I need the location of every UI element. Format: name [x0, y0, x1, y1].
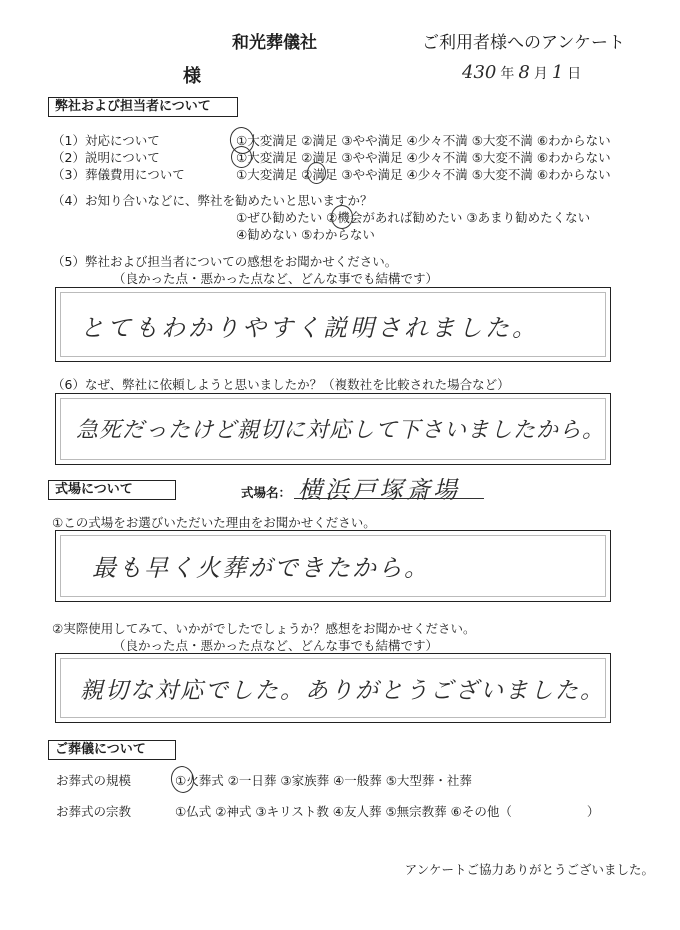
- q2-label: （2）説明について: [52, 150, 160, 165]
- q4-selected-circle: [331, 205, 353, 229]
- q6-answer: 急死だったけど親切に対応して下さいましたから。: [76, 418, 606, 443]
- thank-you-note: アンケートご協力ありがとうございました。: [404, 862, 654, 877]
- q6-label: （6）なぜ、弊社に依頼しようと思いましたか？（複数社を比較された場合など）: [52, 377, 510, 392]
- q5-label: （5）弊社および担当者についての感想をお聞かせください。: [52, 254, 398, 269]
- funeral-religion-options: ①仏式 ②神式 ③キリスト教 ④友人葬 ⑤無宗教葬 ⑥その他（ ）: [175, 804, 600, 819]
- q3-label: （3）葬儀費用について: [52, 167, 185, 182]
- date-month-label: 月: [533, 66, 548, 82]
- venue-q2-subtext: （良かった点・悪かった点など、どんな事でも結構です）: [113, 638, 439, 653]
- section-heading-funeral: ご葬儀について: [48, 740, 176, 760]
- q4-options-line1: ①ぜひ勧めたい ②機会があれば勧めたい ③あまり勧めたくない: [236, 210, 591, 225]
- date-year-label: 年: [500, 66, 515, 82]
- date-day-handwritten: 1: [551, 62, 564, 83]
- q5-subtext: （良かった点・悪かった点など、どんな事でも結構です）: [113, 271, 439, 286]
- customer-honorific: 様: [183, 66, 201, 87]
- venue-label: 式場名：: [241, 485, 292, 500]
- section-heading-staff: 弊社および担当者について: [48, 97, 238, 117]
- survey-date: [458, 62, 581, 83]
- funeral-scale-options: ①火葬式 ②一日葬 ③家族葬 ④一般葬 ⑤大型葬・社葬: [175, 773, 472, 788]
- q4-options-line2: ④勧めない ⑤わからない: [236, 227, 375, 242]
- venue-name-handwritten: 横浜戸塚斎場: [298, 476, 460, 504]
- venue-q1-label: ①この式場をお選びいただいた理由をお聞かせください。: [52, 515, 376, 530]
- q5-answer: とてもわかりやすく説明されました。: [80, 314, 539, 342]
- date-year-handwritten: 430: [462, 62, 497, 83]
- q4-label: （4）お知り合いなどに、弊社を勧めたいと思いますか？: [52, 193, 373, 208]
- q1-label: （1）対応について: [52, 133, 160, 148]
- q3-options: ①大変満足 ②満足 ③やや満足 ④少々不満 ⑤大変不満 ⑥わからない: [236, 167, 611, 182]
- funeral-scale-selected-circle: [169, 764, 196, 795]
- company-name: 和光葬儀社: [232, 33, 317, 53]
- date-day-label: 日: [567, 66, 582, 82]
- venue-q2-label: ②実際使用してみて、いかがでしたでしょうか？感想をお聞かせください。: [52, 621, 476, 636]
- venue-q2-answer: 親切な対応でした。ありがとうございました。: [80, 678, 605, 704]
- q1-options: ①大変満足 ②満足 ③やや満足 ④少々不満 ⑤大変不満 ⑥わからない: [236, 133, 611, 148]
- q3-selected-circle: [307, 162, 326, 184]
- date-month-handwritten: 8: [518, 62, 530, 83]
- venue-q1-answer: 最も早く火葬ができたから。: [92, 554, 430, 582]
- section-heading-venue: 式場について: [48, 480, 176, 500]
- funeral-scale-label: お葬式の規模: [56, 773, 132, 788]
- survey-title: ご利用者様へのアンケート: [422, 33, 625, 53]
- q2-options: ①大変満足 ②満足 ③やや満足 ④少々不満 ⑤大変不満 ⑥わからない: [236, 150, 611, 165]
- venue-underline: [294, 498, 484, 499]
- q2-selected-circle: [231, 146, 252, 168]
- funeral-religion-label: お葬式の宗教: [56, 804, 132, 819]
